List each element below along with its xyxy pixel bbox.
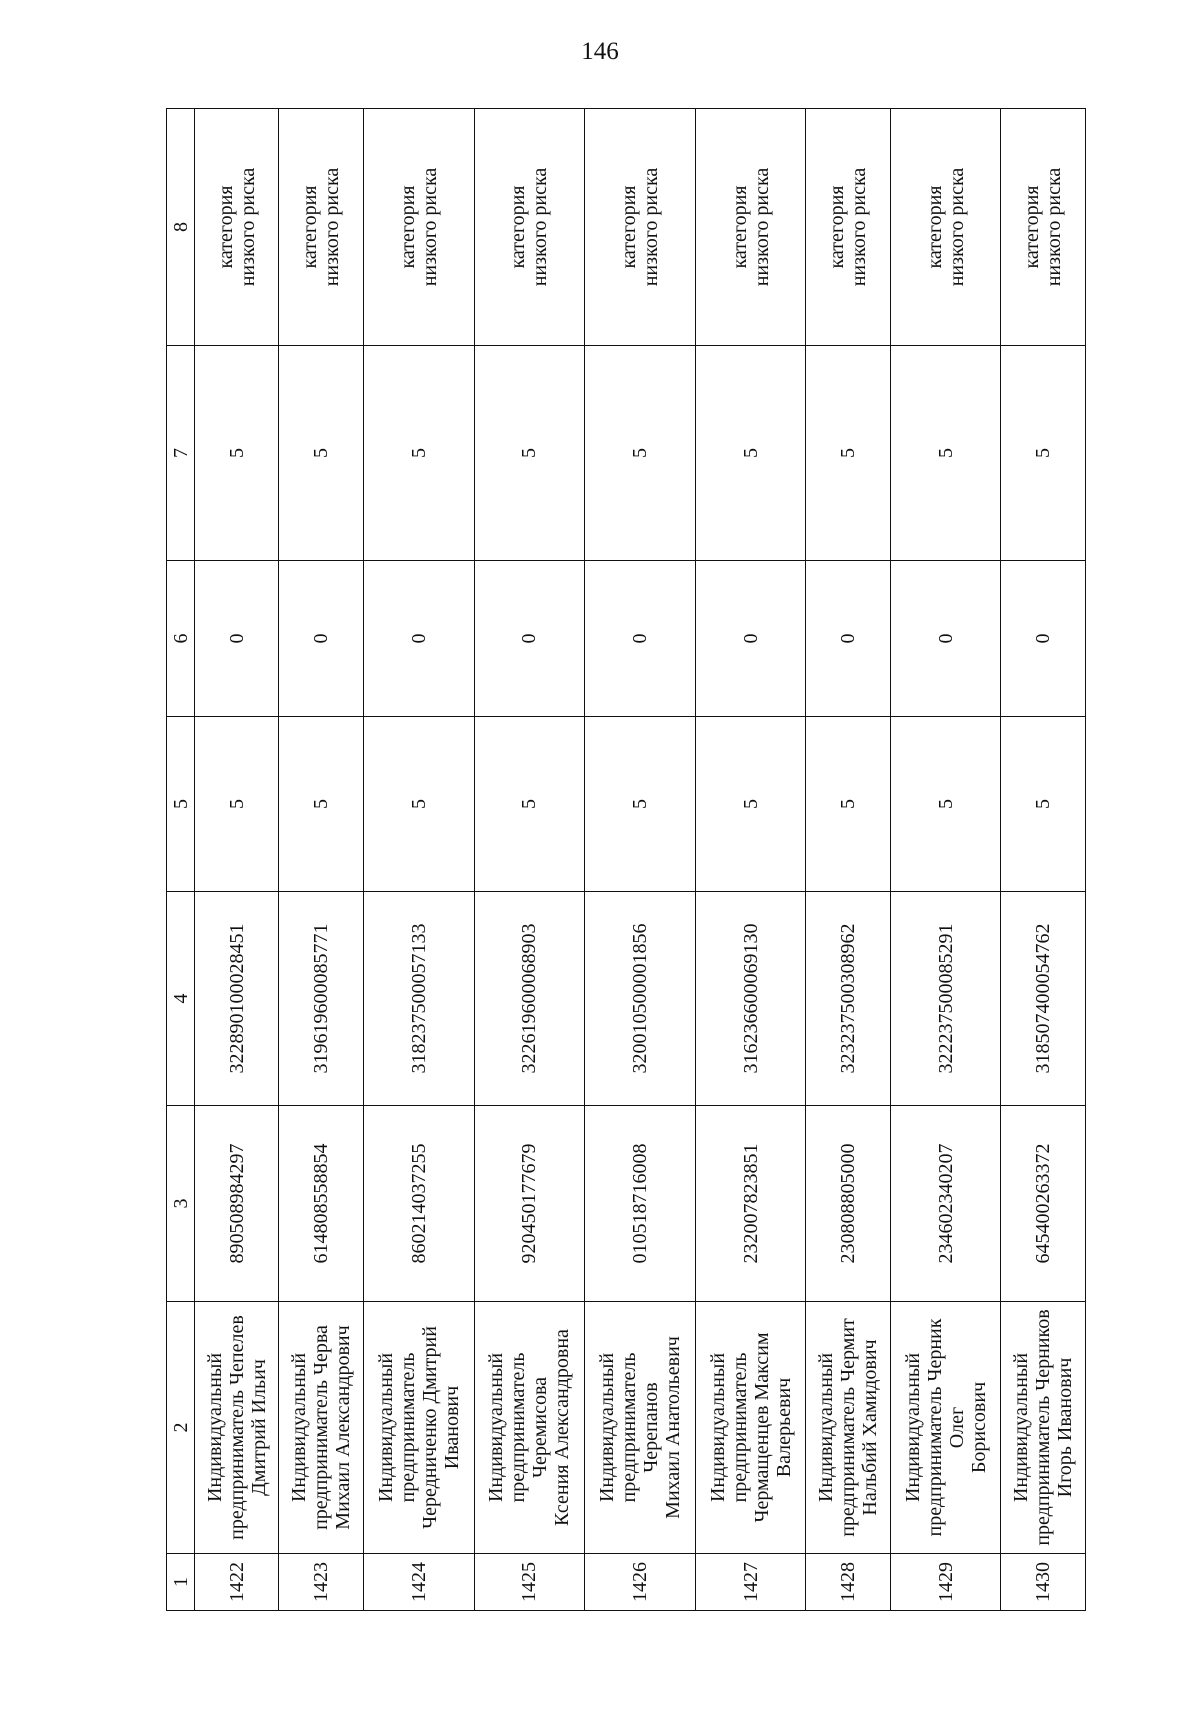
column-6-cell-text: 0 bbox=[310, 633, 333, 644]
ogrnip-cell bbox=[585, 892, 696, 1106]
column-5-cell-text: 5 bbox=[628, 799, 651, 809]
column-5-cell bbox=[474, 717, 585, 892]
risk-category-cell-text: категория низкого риска bbox=[617, 167, 662, 287]
inn-cell-text: 920450177679 bbox=[518, 1143, 541, 1264]
entrepreneur-name-cell-text: Индивидуальный предприниматель Чермащенцев Максим Валерьевич bbox=[706, 1332, 795, 1523]
column-5-cell-text: 5 bbox=[518, 799, 541, 809]
inn-cell bbox=[1001, 1106, 1086, 1302]
table-row bbox=[695, 109, 806, 1611]
inn-cell bbox=[806, 1106, 890, 1302]
column-5-cell bbox=[806, 717, 890, 892]
entrepreneur-name-cell-text: Индивидуальный предприниматель Черва Михаил Александрович bbox=[288, 1325, 355, 1530]
row-number-cell-text: 1428 bbox=[837, 1562, 860, 1602]
table-row bbox=[474, 109, 585, 1611]
column-7-cell-text: 5 bbox=[1032, 448, 1055, 458]
column-7-cell bbox=[279, 346, 363, 561]
row-number-cell-text: 1423 bbox=[310, 1562, 333, 1602]
column-5-cell bbox=[195, 717, 279, 892]
entrepreneur-name-cell bbox=[1001, 1302, 1086, 1554]
entrepreneur-name-cell bbox=[695, 1302, 806, 1554]
row-number-cell-text: 1425 bbox=[518, 1562, 541, 1602]
row-number-cell bbox=[806, 1554, 890, 1611]
inn-cell bbox=[585, 1106, 696, 1302]
column-6-cell-text: 0 bbox=[628, 633, 651, 644]
page-number: 146 bbox=[581, 38, 619, 65]
table-row bbox=[363, 109, 474, 1611]
ogrnip-cell bbox=[363, 892, 474, 1106]
registry-table bbox=[166, 108, 1086, 1611]
risk-category-cell bbox=[806, 109, 890, 346]
column-6-cell bbox=[1001, 561, 1086, 717]
risk-category-cell bbox=[585, 109, 696, 346]
ogrnip-cell bbox=[695, 892, 806, 1106]
column-5-cell-text: 5 bbox=[407, 799, 430, 809]
row-number-cell-text: 1424 bbox=[407, 1562, 430, 1602]
row-number-cell bbox=[890, 1554, 1001, 1611]
column-6-cell bbox=[890, 561, 1001, 717]
ogrnip-cell-text: 318507400054762 bbox=[1032, 923, 1055, 1074]
column-6-cell-text: 0 bbox=[1032, 633, 1055, 644]
column-5-cell-text: 5 bbox=[934, 799, 957, 809]
entrepreneur-name-cell bbox=[474, 1302, 585, 1554]
inn-cell bbox=[279, 1106, 363, 1302]
ogrnip-cell bbox=[474, 892, 585, 1106]
entrepreneur-name-cell bbox=[890, 1302, 1001, 1554]
table-row bbox=[890, 109, 1001, 1611]
column-6-cell bbox=[363, 561, 474, 717]
entrepreneur-name-cell-text: Индивидуальный предприниматель Черник Олег Борисович bbox=[901, 1318, 990, 1537]
ogrnip-cell-text: 320010500001856 bbox=[628, 923, 651, 1074]
inn-cell bbox=[363, 1106, 474, 1302]
inn-cell-text: 860214037255 bbox=[407, 1143, 430, 1264]
column-7-cell-text: 5 bbox=[407, 448, 430, 458]
row-number-cell bbox=[195, 1554, 279, 1611]
registry-table-wrapper bbox=[166, 109, 1086, 1611]
row-number-cell-text: 1429 bbox=[934, 1562, 957, 1602]
risk-category-cell-text: категория низкого риска bbox=[299, 167, 344, 287]
ogrnip-cell-text: 319619600085771 bbox=[310, 923, 333, 1074]
column-6-cell bbox=[695, 561, 806, 717]
header-cell: 4 bbox=[167, 892, 195, 1106]
ogrnip-cell-text: 316236600069130 bbox=[739, 923, 762, 1074]
table-row bbox=[806, 109, 890, 1611]
risk-category-cell-text: категория низкого риска bbox=[923, 167, 968, 287]
column-7-cell bbox=[890, 346, 1001, 561]
entrepreneur-name-cell-text: Индивидуальный предприниматель Черемисова Ксения Александровна bbox=[485, 1329, 574, 1526]
row-number-cell bbox=[695, 1554, 806, 1611]
row-number-cell-text: 1427 bbox=[739, 1562, 762, 1602]
ogrnip-cell bbox=[806, 892, 890, 1106]
ogrnip-cell bbox=[890, 892, 1001, 1106]
column-5-cell-text: 5 bbox=[225, 799, 248, 809]
column-7-cell-text: 5 bbox=[225, 448, 248, 458]
column-5-cell bbox=[1001, 717, 1086, 892]
column-7-cell bbox=[1001, 346, 1086, 561]
column-7-cell-text: 5 bbox=[310, 448, 333, 458]
column-6-cell bbox=[279, 561, 363, 717]
table-row bbox=[1001, 109, 1086, 1611]
row-number-cell bbox=[474, 1554, 585, 1611]
column-6-cell-text: 0 bbox=[739, 633, 762, 644]
column-7-cell bbox=[585, 346, 696, 561]
column-6-cell-text: 0 bbox=[934, 633, 957, 644]
column-6-cell bbox=[806, 561, 890, 717]
column-5-cell-text: 5 bbox=[837, 799, 860, 809]
row-number-cell bbox=[585, 1554, 696, 1611]
risk-category-cell-text: категория низкого риска bbox=[396, 167, 441, 287]
ogrnip-cell bbox=[279, 892, 363, 1106]
risk-category-cell bbox=[279, 109, 363, 346]
risk-category-cell-text: категория низкого риска bbox=[826, 167, 871, 287]
ogrnip-cell-text: 322890100028451 bbox=[225, 923, 248, 1074]
column-6-cell-text: 0 bbox=[837, 633, 860, 644]
ogrnip-cell bbox=[1001, 892, 1086, 1106]
column-7-cell-text: 5 bbox=[934, 448, 957, 458]
inn-cell bbox=[695, 1106, 806, 1302]
risk-category-cell-text: категория низкого риска bbox=[728, 167, 773, 287]
risk-category-cell bbox=[695, 109, 806, 346]
header-cell: 2 bbox=[167, 1302, 195, 1554]
column-7-cell bbox=[474, 346, 585, 561]
column-6-cell bbox=[585, 561, 696, 717]
inn-cell-text: 645400263372 bbox=[1032, 1143, 1055, 1264]
table-row bbox=[279, 109, 363, 1611]
inn-cell-text: 232007823851 bbox=[739, 1143, 762, 1264]
column-5-cell bbox=[279, 717, 363, 892]
column-7-cell bbox=[695, 346, 806, 561]
column-5-cell bbox=[363, 717, 474, 892]
header-cell: 7 bbox=[167, 346, 195, 561]
inn-cell bbox=[474, 1106, 585, 1302]
column-6-cell bbox=[195, 561, 279, 717]
entrepreneur-name-cell-text: Индивидуальный предприниматель Чермит Нальбий Хамидович bbox=[815, 1318, 882, 1537]
column-7-cell bbox=[806, 346, 890, 561]
inn-cell-text: 234602340207 bbox=[934, 1143, 957, 1264]
risk-category-cell bbox=[474, 109, 585, 346]
ogrnip-cell-text: 322619600068903 bbox=[518, 923, 541, 1074]
header-cell: 1 bbox=[167, 1554, 195, 1611]
column-5-cell bbox=[695, 717, 806, 892]
risk-category-cell-text: категория низкого риска bbox=[214, 167, 259, 287]
inn-cell-text: 890508984297 bbox=[225, 1143, 248, 1264]
column-6-cell-text: 0 bbox=[225, 633, 248, 644]
row-number-cell-text: 1422 bbox=[225, 1562, 248, 1602]
ogrnip-cell-text: 323237500308962 bbox=[837, 923, 860, 1074]
entrepreneur-name-cell-text: Индивидуальный предприниматель Черников Игорь Иванович bbox=[1010, 1309, 1077, 1546]
risk-category-cell bbox=[1001, 109, 1086, 346]
risk-category-cell bbox=[363, 109, 474, 346]
entrepreneur-name-cell bbox=[585, 1302, 696, 1554]
inn-cell-text: 230808805000 bbox=[837, 1143, 860, 1264]
inn-cell bbox=[195, 1106, 279, 1302]
row-number-cell-text: 1426 bbox=[628, 1562, 651, 1602]
column-7-cell bbox=[363, 346, 474, 561]
entrepreneur-name-cell-text: Индивидуальный предприниматель Чепелев Дмитрий Ильич bbox=[203, 1315, 270, 1540]
header-cell: 3 bbox=[167, 1106, 195, 1302]
inn-cell-text: 010518716008 bbox=[628, 1143, 651, 1264]
entrepreneur-name-cell-text: Индивидуальный предприниматель Чередниченко Дмитрий Иванович bbox=[374, 1326, 463, 1529]
entrepreneur-name-cell bbox=[279, 1302, 363, 1554]
risk-category-cell bbox=[195, 109, 279, 346]
header-cell: 5 bbox=[167, 717, 195, 892]
column-5-cell-text: 5 bbox=[310, 799, 333, 809]
row-number-cell bbox=[363, 1554, 474, 1611]
column-7-cell-text: 5 bbox=[518, 448, 541, 458]
ogrnip-cell-text: 322237500085291 bbox=[934, 923, 957, 1074]
ogrnip-cell bbox=[195, 892, 279, 1106]
risk-category-cell-text: категория низкого риска bbox=[1021, 167, 1066, 287]
column-7-cell-text: 5 bbox=[739, 448, 762, 458]
column-5-cell-text: 5 bbox=[1032, 799, 1055, 809]
inn-cell-text: 614808558854 bbox=[310, 1143, 333, 1264]
entrepreneur-name-cell bbox=[806, 1302, 890, 1554]
row-number-cell bbox=[279, 1554, 363, 1611]
ogrnip-cell-text: 318237500057133 bbox=[407, 923, 430, 1074]
entrepreneur-name-cell bbox=[195, 1302, 279, 1554]
column-5-cell-text: 5 bbox=[739, 799, 762, 809]
table-row bbox=[195, 109, 279, 1611]
column-6-cell-text: 0 bbox=[518, 633, 541, 644]
column-6-cell bbox=[474, 561, 585, 717]
row-number-cell bbox=[1001, 1554, 1086, 1611]
column-6-cell-text: 0 bbox=[407, 633, 430, 644]
column-7-cell-text: 5 bbox=[837, 448, 860, 458]
column-7-cell bbox=[195, 346, 279, 561]
column-5-cell bbox=[890, 717, 1001, 892]
table-header-row bbox=[167, 109, 195, 1611]
entrepreneur-name-cell-text: Индивидуальный предприниматель Черепанов Михаил Анатольевич bbox=[595, 1336, 684, 1519]
column-7-cell-text: 5 bbox=[628, 448, 651, 458]
header-cell: 8 bbox=[167, 109, 195, 346]
risk-category-cell bbox=[890, 109, 1001, 346]
entrepreneur-name-cell bbox=[363, 1302, 474, 1554]
header-cell: 6 bbox=[167, 561, 195, 717]
table-row bbox=[585, 109, 696, 1611]
risk-category-cell-text: категория низкого риска bbox=[507, 167, 552, 287]
inn-cell bbox=[890, 1106, 1001, 1302]
row-number-cell-text: 1430 bbox=[1032, 1562, 1055, 1602]
column-5-cell bbox=[585, 717, 696, 892]
